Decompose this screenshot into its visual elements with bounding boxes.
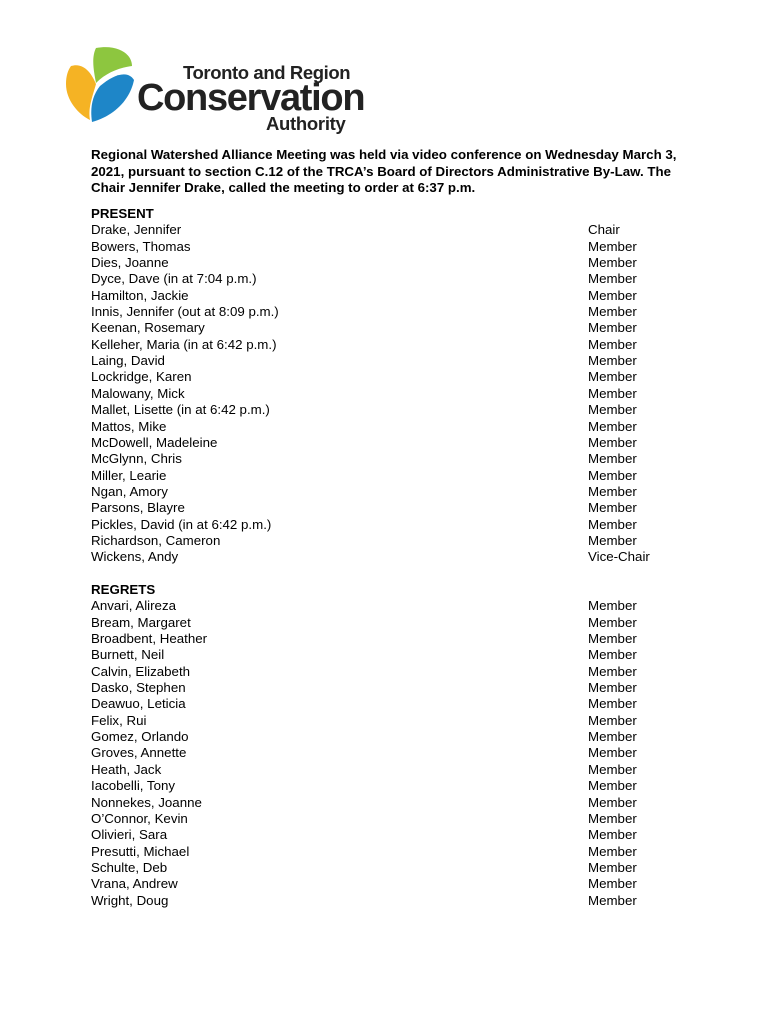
member-role: Member: [588, 761, 637, 777]
member-name: Parsons, Blayre: [91, 500, 185, 516]
member-role: Member: [588, 451, 637, 467]
present-heading: PRESENT: [91, 206, 154, 221]
member-name: McDowell, Madeleine: [91, 434, 218, 450]
regrets-heading: REGRETS: [91, 582, 156, 597]
member-row: [91, 419, 671, 435]
member-role: Member: [588, 336, 637, 352]
member-name: Broadbent, Heather: [91, 631, 208, 647]
member-name: Bowers, Thomas: [91, 238, 191, 254]
member-role: Member: [588, 304, 637, 320]
member-role: Member: [588, 500, 637, 516]
logo-text-line2: Conservation: [137, 77, 365, 119]
member-name: Anvari, Alireza: [91, 598, 176, 614]
member-name: Olivieri, Sara: [91, 827, 168, 843]
member-role: Member: [588, 271, 637, 287]
member-row: [91, 517, 671, 533]
member-row: [91, 239, 671, 255]
member-name: Dies, Joanne: [91, 255, 169, 271]
member-role: Member: [588, 778, 637, 794]
member-row: [91, 762, 671, 778]
member-role: Member: [588, 434, 637, 450]
member-name: O’Connor, Kevin: [91, 810, 188, 826]
member-name: Heath, Jack: [91, 761, 162, 777]
member-role: Member: [588, 402, 637, 418]
member-row: [91, 844, 671, 860]
member-role: Member: [588, 418, 637, 434]
member-row: [91, 222, 671, 238]
member-row: [91, 386, 671, 402]
member-role: Member: [588, 353, 637, 369]
member-role: Member: [588, 827, 637, 843]
member-role: Member: [588, 745, 637, 761]
present-section: [91, 206, 671, 566]
member-role: Member: [588, 729, 637, 745]
member-role: Vice-Chair: [588, 549, 650, 565]
member-name: Felix, Rui: [91, 712, 147, 728]
member-role: Member: [588, 467, 637, 483]
member-role: Member: [588, 892, 637, 908]
member-row: [91, 860, 671, 876]
member-role: Member: [588, 712, 637, 728]
member-name: McGlynn, Chris: [91, 451, 182, 467]
member-row: [91, 827, 671, 843]
member-role: Member: [588, 810, 637, 826]
member-name: Laing, David: [91, 353, 165, 369]
member-name: Calvin, Elizabeth: [91, 663, 191, 679]
member-row: [91, 500, 671, 516]
member-role: Member: [588, 680, 637, 696]
member-row: [91, 353, 671, 369]
member-row: [91, 402, 671, 418]
member-row: [91, 549, 671, 565]
member-name: Presutti, Michael: [91, 843, 190, 859]
member-row: [91, 729, 671, 745]
member-name: Dasko, Stephen: [91, 680, 186, 696]
member-name: Malowany, Mick: [91, 385, 185, 401]
member-role: Member: [588, 696, 637, 712]
member-name: Groves, Annette: [91, 745, 187, 761]
member-name: Lockridge, Karen: [91, 369, 192, 385]
member-name: Deawuo, Leticia: [91, 696, 186, 712]
member-role: Member: [588, 238, 637, 254]
member-role: Member: [588, 614, 637, 630]
member-row: [91, 320, 671, 336]
member-role: Member: [588, 369, 637, 385]
member-role: Member: [588, 255, 637, 271]
member-row: [91, 468, 671, 484]
member-row: [91, 696, 671, 712]
member-row: [91, 369, 671, 385]
member-row: [91, 304, 671, 320]
regrets-member-list: [91, 598, 671, 909]
member-row: [91, 435, 671, 451]
member-name: Pickles, David (in at 6:42 p.m.): [91, 516, 272, 532]
member-row: [91, 484, 671, 500]
trca-leaf-logo-icon: [66, 46, 146, 136]
member-row: [91, 533, 671, 549]
member-row: [91, 778, 671, 794]
member-role: Member: [588, 859, 637, 875]
logo-text-line3: Authority: [266, 113, 346, 134]
member-name: Richardson, Cameron: [91, 532, 221, 548]
member-row: [91, 255, 671, 271]
member-row: [91, 876, 671, 892]
member-name: Nonnekes, Joanne: [91, 794, 202, 810]
member-name: Bream, Margaret: [91, 614, 191, 630]
member-name: Miller, Learie: [91, 467, 167, 483]
member-role: Member: [588, 663, 637, 679]
member-row: [91, 647, 671, 663]
member-name: Keenan, Rosemary: [91, 320, 205, 336]
member-name: Drake, Jennifer: [91, 222, 182, 238]
member-role: Member: [588, 794, 637, 810]
trca-logo: [66, 46, 365, 138]
member-role: Member: [588, 385, 637, 401]
member-role: Member: [588, 287, 637, 303]
member-row: [91, 451, 671, 467]
meeting-intro-paragraph: Regional Watershed Alliance Meeting was held via video conference on Wednesday March 3, 2021, pursuant to section C.12 of the TRCA’s Board of Directors Administrative By-Law. The Chair Jennifer Drake, called the meeting to order at 6:37 p.m.: [91, 147, 677, 195]
member-row: [91, 680, 671, 696]
regrets-section: [91, 582, 671, 909]
member-name: Dyce, Dave (in at 7:04 p.m.): [91, 271, 257, 287]
member-name: Mallet, Lisette (in at 6:42 p.m.): [91, 402, 270, 418]
member-name: Schulte, Deb: [91, 859, 168, 875]
member-row: [91, 631, 671, 647]
member-name: Kelleher, Maria (in at 6:42 p.m.): [91, 336, 277, 352]
member-name: Iacobelli, Tony: [91, 778, 176, 794]
member-row: [91, 271, 671, 287]
member-role: Member: [588, 843, 637, 859]
member-row: [91, 288, 671, 304]
member-row: [91, 713, 671, 729]
member-row: [91, 745, 671, 761]
member-name: Mattos, Mike: [91, 418, 167, 434]
member-role: Member: [588, 483, 637, 499]
member-row: [91, 598, 671, 614]
logo-text-line1: Toronto and Region: [183, 62, 351, 83]
member-role: Member: [588, 320, 637, 336]
present-member-list: [91, 222, 671, 565]
member-name: Ngan, Amory: [91, 483, 168, 499]
member-name: Wickens, Andy: [91, 549, 179, 565]
member-role: Member: [588, 532, 637, 548]
member-name: Innis, Jennifer (out at 8:09 p.m.): [91, 304, 279, 320]
member-role: Chair: [588, 222, 620, 238]
member-row: [91, 893, 671, 909]
member-role: Member: [588, 647, 637, 663]
member-role: Member: [588, 876, 637, 892]
member-name: Vrana, Andrew: [91, 876, 178, 892]
member-row: [91, 337, 671, 353]
member-name: Burnett, Neil: [91, 647, 165, 663]
member-row: [91, 795, 671, 811]
logo-blue-leaf: [91, 74, 134, 122]
member-name: Wright, Doug: [91, 892, 169, 908]
member-name: Hamilton, Jackie: [91, 287, 189, 303]
member-role: Member: [588, 516, 637, 532]
member-row: [91, 664, 671, 680]
member-role: Member: [588, 598, 637, 614]
member-role: Member: [588, 631, 637, 647]
member-name: Gomez, Orlando: [91, 729, 189, 745]
member-row: [91, 811, 671, 827]
member-row: [91, 615, 671, 631]
